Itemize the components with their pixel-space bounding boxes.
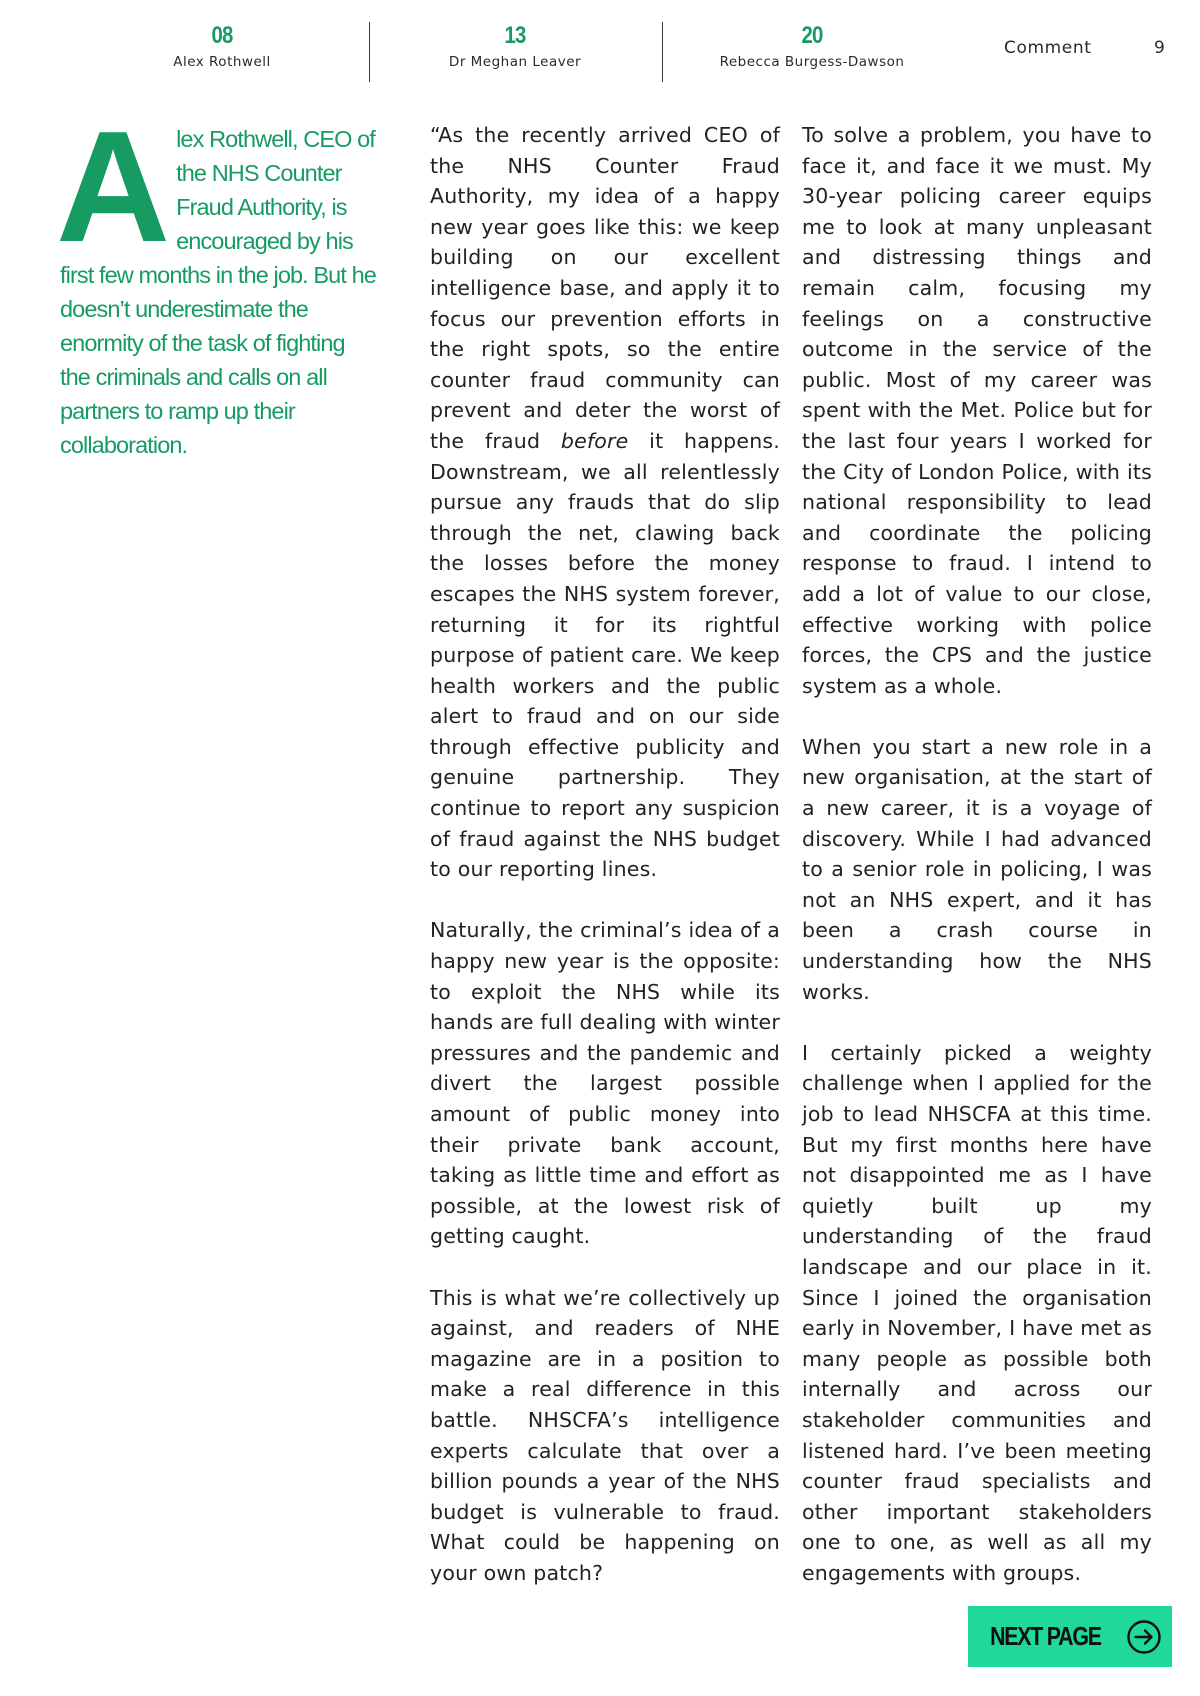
page-number: 9 (1154, 38, 1165, 58)
nav-page-number: 08 (211, 22, 233, 49)
nav-author-name: Rebecca Burgess-Dawson (719, 54, 905, 70)
paragraph-text: “As the recently arrived CEO of the NHS Counter Fraud Authority, my idea of a happy new year goes like this: we keep building on our excellent intelligence base, and apply it to focus our prevention efforts in the right spots, so the entire counter fraud community can prevent and deter the worst of the fraud (430, 123, 780, 453)
header-divider (369, 22, 370, 82)
nav-item-meghan-leaver[interactable] (385, 22, 645, 70)
paragraph: When you start a new role in a new organisation, at the start of a new career, it is a voyage of discovery. While I had advanced to a senior role in policing, I was not an NHS expert, and it has been a crash course in understanding how the NHS works. (802, 734, 1152, 1004)
emphasis-text: before (560, 428, 629, 453)
drop-cap: A (56, 99, 171, 275)
section-label: Comment (1004, 38, 1092, 58)
paragraph-text: it happens. Downstream, we all relentlessly pursue any frauds that do slip through the net, clawing back the losses before the money escapes the NHS system forever, returning it for its rightful purpose of patient care. We keep health workers and the public alert to fraud and on our side through effective publicity and genuine partnership. They continue to report any suspicion of fraud against the NHS budget to our reporting lines. (430, 428, 780, 882)
intro-text: lex Rothwell, CEO of the NHS Counter Fraud Authority, is encouraged by his first few months in the job. But he doesn’t underestimate the enormity of the task of fighting the criminals and calls on all partners to ramp up their collaboration. (60, 126, 376, 458)
article-column-2 (802, 120, 1152, 1589)
next-page-button[interactable] (968, 1606, 1172, 1667)
nav-page-number: 20 (801, 22, 823, 49)
header-divider (662, 22, 663, 82)
paragraph: This is what we’re collectively up against, and readers of NHE magazine are in a position to make a real difference in this battle. NHSCFA’s intelligence experts calculate that over a billion pounds a year of the NHS budget is vulnerable to fraud. What could be happening on your own patch? (430, 1285, 780, 1585)
paragraph: To solve a problem, you have to face it, and face it we must. My 30-year policing career equips me to look at many unpleasant and distressing things and remain calm, focusing my feelings on a constructive outcome in the service of the public. Most of my career was spent with the Met. Police but for the last four years I worked for the City of London Police, with its national responsibility to lead and coordinate the policing response to fraud. I intend to add a lot of value to our close, effective working with police forces, the CPS and the justice system as a whole. (802, 123, 1152, 698)
paragraph (430, 120, 780, 885)
page-header (0, 0, 1200, 90)
intro-standfirst (56, 99, 378, 462)
nav-author-name: Dr Meghan Leaver (448, 54, 582, 70)
paragraph: Naturally, the criminal’s idea of a happy new year is the opposite: to exploit the NHS while its hands are full dealing with winter pressures and the pandemic and divert the largest possible amount of public money into their private bank account, taking as little time and effort as possible, at the lowest risk of getting caught. (430, 918, 780, 1249)
arrow-right-circle-icon (1126, 1619, 1162, 1655)
nav-item-alex-rothwell[interactable] (92, 22, 352, 70)
nav-item-rebecca-burgess-dawson[interactable] (682, 22, 942, 70)
next-page-label: NEXT PAGE (989, 1621, 1101, 1651)
nav-page-number: 13 (504, 22, 526, 49)
article-column-1 (430, 120, 780, 1589)
paragraph: I certainly picked a weighty challenge when I applied for the job to lead NHSCFA at this time. But my first months here have not disappointed me as I have quietly built up my understanding of the fraud landscape and our place in it. Since I joined the organisation early in November, I have met as many people as possible both internally and across our stakeholder communities and listened hard. I’ve been meeting counter fraud specialists and other important stakeholders one to one, as well as all my engagements with groups. (802, 1040, 1152, 1585)
nav-author-name: Alex Rothwell (173, 54, 271, 70)
